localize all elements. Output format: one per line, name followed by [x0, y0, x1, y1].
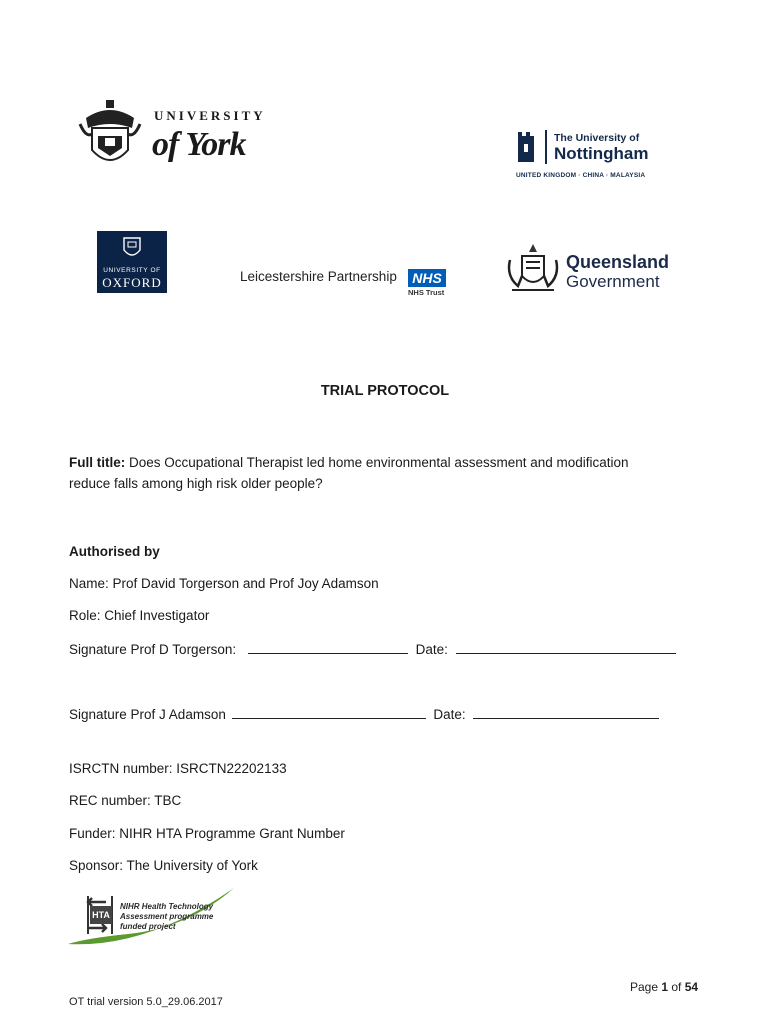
york-logo — [78, 98, 268, 173]
page-word: Page — [630, 980, 662, 994]
hta-line3: funded project — [120, 922, 176, 931]
hta-line1: NIHR Health Technology — [120, 902, 214, 911]
page-of: of — [668, 980, 685, 994]
york-logo-name: of York — [152, 126, 246, 163]
full-title-label: Full title: — [69, 455, 126, 470]
oxford-line2: OXFORD — [102, 275, 162, 290]
queensland-coat-of-arms-icon — [504, 242, 562, 296]
signature-torgerson-label: Signature Prof D Torgerson: — [69, 642, 237, 657]
leicestershire-logo — [240, 266, 450, 298]
hta-badge: HTA — [90, 906, 112, 924]
nottingham-line1: The University of — [554, 132, 640, 144]
nottingham-tower-icon — [514, 128, 538, 162]
nottingham-line2: Nottingham — [554, 144, 649, 163]
page-number — [630, 980, 698, 994]
nhs-badge: NHS — [408, 269, 446, 287]
signature-adamson-date-label: Date: — [433, 707, 466, 722]
page-title: TRIAL PROTOCOL — [320, 383, 450, 399]
leicestershire-name: Leicestershire Partnership — [240, 269, 397, 284]
hta-logo — [68, 888, 238, 948]
hta-line2: Assessment programme — [120, 912, 214, 921]
nhs-trust-label: NHS Trust — [408, 288, 445, 297]
sponsor-line: Sponsor: The University of York — [69, 858, 258, 873]
footer-version: OT trial version 5.0_29.06.2017 — [69, 996, 223, 1008]
signature-torgerson-field[interactable] — [248, 641, 408, 654]
oxford-crest-icon — [122, 236, 142, 260]
name-line: Name: Prof David Torgerson and Prof Joy Adamson — [69, 576, 379, 591]
queensland-line2: Government — [566, 272, 660, 291]
isrctn-line: ISRCTN number: ISRCTN22202133 — [69, 761, 287, 776]
signature-torgerson-row — [69, 641, 676, 659]
queensland-logo — [504, 242, 674, 298]
signature-adamson-label: Signature Prof J Adamson — [69, 707, 226, 722]
nottingham-line3: UNITED KINGDOM · CHINA · MALAYSIA — [516, 172, 646, 179]
signature-torgerson-date-field[interactable] — [456, 641, 676, 654]
page-current: 1 — [661, 980, 669, 994]
full-title-line2: reduce falls among high risk older people? — [69, 476, 323, 491]
signature-torgerson-date-label: Date: — [415, 642, 448, 657]
nottingham-logo — [514, 126, 664, 184]
york-crest-icon — [78, 98, 142, 172]
oxford-line1: UNIVERSITY OF — [103, 267, 161, 274]
rec-line: REC number: TBC — [69, 793, 182, 808]
nottingham-divider — [545, 130, 547, 164]
oxford-logo — [97, 231, 167, 293]
page-total: 54 — [684, 980, 699, 994]
signature-adamson-row — [69, 706, 659, 724]
signature-adamson-date-field[interactable] — [473, 706, 659, 719]
full-title-text: Does Occupational Therapist led home environmental assessment and modification — [125, 455, 629, 470]
full-title-line1 — [69, 454, 629, 472]
york-logo-top: UNIVERSITY — [154, 108, 266, 123]
signature-adamson-field[interactable] — [232, 706, 426, 719]
authorised-by-heading: Authorised by — [69, 544, 160, 559]
queensland-line1: Queensland — [566, 252, 670, 272]
role-line: Role: Chief Investigator — [69, 608, 210, 623]
funder-line: Funder: NIHR HTA Programme Grant Number — [69, 826, 345, 841]
